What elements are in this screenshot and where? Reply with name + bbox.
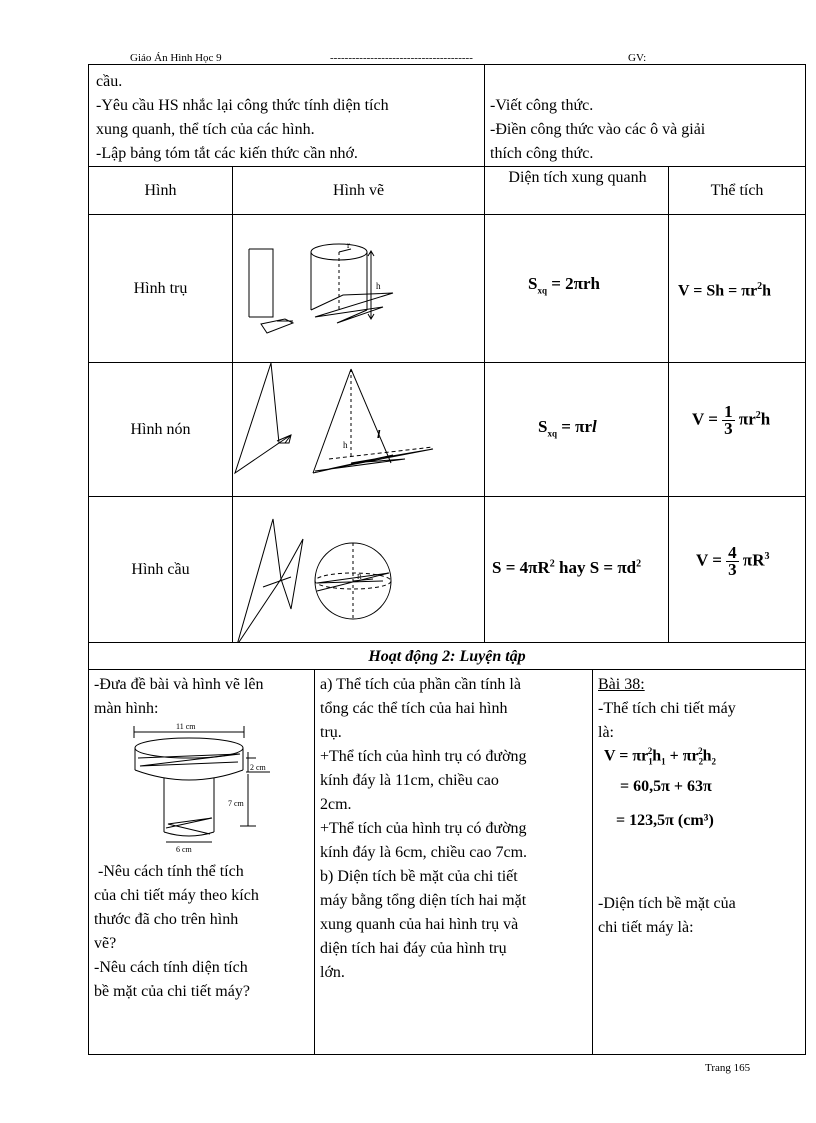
col1-top-line-2: màn hình: bbox=[94, 700, 159, 717]
col3-line-1: -Thể tích chi tiết máy bbox=[598, 700, 736, 717]
sphere-volume-formula: V = $\frac{4}{3}$ $\pi R^3$ bbox=[696, 543, 770, 579]
col1-bottom-line-6: bề mặt của chi tiết máy? bbox=[94, 983, 250, 1000]
col2-line-10: máy bằng tổng diện tích hai mặt bbox=[320, 892, 527, 909]
shape-figures bbox=[233, 215, 484, 642]
fig-label-bottom-width: 6 cm bbox=[176, 845, 192, 854]
activity-title: Hoạt động 2: Luyện tập bbox=[368, 648, 526, 665]
fig-label-bottom-height: 7 cm bbox=[228, 799, 244, 808]
exercise-title: Bài 38: bbox=[598, 676, 645, 693]
machine-part-figure bbox=[120, 718, 290, 858]
cylinder-label-r: r bbox=[347, 240, 350, 250]
cylinder-net-figure bbox=[249, 249, 293, 333]
col2-line-11: xung quanh của hai hình trụ và bbox=[320, 916, 519, 933]
col2-line-2: tổng các thể tích của hai hình bbox=[320, 700, 508, 717]
col2-line-5: kính đáy là 11cm, chiều cao bbox=[320, 772, 499, 789]
page-number: Trang 165 bbox=[705, 1062, 751, 1074]
col1-bottom-line-3: thước đã cho trên hình bbox=[94, 911, 239, 928]
col2-line-12: diện tích hai đáy của hình trụ bbox=[320, 940, 507, 957]
col2-line-3: trụ. bbox=[320, 724, 342, 741]
cylinder-area-formula: $S_{xq} = 2\pi rh$ bbox=[528, 274, 600, 296]
col3-bottom-line-1: -Diện tích bề mặt của bbox=[598, 895, 736, 912]
col1-bottom-line-5: -Nêu cách tính diện tích bbox=[94, 959, 248, 976]
col1-top-line-1: -Đưa đề bài và hình vẽ lên bbox=[94, 676, 264, 693]
header-teacher: GV: bbox=[628, 52, 647, 64]
header-shape: Hình bbox=[144, 182, 177, 199]
top-left-line-3: xung quanh, thể tích của các hình. bbox=[96, 121, 315, 138]
header-figure: Hình vẽ bbox=[332, 182, 385, 199]
top-right-line-1: -Viết công thức. bbox=[490, 97, 594, 114]
row-sphere-name: Hình cầu bbox=[131, 561, 190, 578]
cylinder-volume-formula: $V = Sh = \pi r^2h$ bbox=[678, 281, 772, 300]
sphere-area-formula: $S = 4\pi R^2$ hay $S = \pi d^2$ bbox=[492, 558, 642, 577]
col2-line-7: +Thể tích của hình trụ có đường bbox=[320, 820, 527, 837]
top-left-line-1: cầu. bbox=[96, 73, 123, 90]
cone-label-l: l bbox=[377, 427, 381, 441]
col2-line-9: b) Diện tích bề mặt của chi tiết bbox=[320, 868, 518, 885]
header-volume: Thể tích bbox=[710, 182, 764, 199]
fig-label-top-width: 11 cm bbox=[176, 722, 196, 731]
cone-volume-formula: V = $\frac{1}{3}$ $\pi r^2h$ bbox=[692, 402, 771, 438]
row-cone-name: Hình nón bbox=[130, 421, 191, 438]
cylinder-figure bbox=[311, 244, 393, 323]
col3-formula-1: $V = \pi r_1^2h_1 + \pi r_2^2h_2$ bbox=[604, 746, 717, 767]
header-dashes: --------------------------------------- bbox=[330, 52, 473, 64]
col2-line-4: +Thể tích của hình trụ có đường bbox=[320, 748, 527, 765]
col2-line-13: lớn. bbox=[320, 964, 345, 981]
top-right-line-3: thích công thức. bbox=[490, 145, 594, 162]
col1-bottom-line-1: -Nêu cách tính thể tích bbox=[94, 863, 244, 880]
header-subject: Giáo Án Hình Học 9 bbox=[130, 52, 222, 64]
sphere-label-r: R bbox=[357, 573, 362, 581]
col3-bottom-line-2: chi tiết máy là: bbox=[598, 919, 694, 936]
cone-label-h: h bbox=[343, 440, 348, 450]
cylinder-label-h: h bbox=[376, 281, 381, 291]
top-left-line-4: -Lập bảng tóm tắt các kiến thức cần nhớ. bbox=[96, 145, 358, 162]
header-lateral-area: Diện tích xung quanh bbox=[508, 169, 647, 186]
col2-line-1: a) Thể tích của phần cần tính là bbox=[320, 676, 521, 693]
cone-net-figure bbox=[235, 363, 291, 473]
cone-area-formula: $S_{xq} = \pi rl$ bbox=[538, 417, 597, 439]
sphere-figure bbox=[315, 543, 391, 619]
col1-bottom-line-4: vẽ? bbox=[94, 935, 117, 952]
sphere-net-figure bbox=[237, 519, 303, 642]
top-left-line-2: -Yêu cầu HS nhắc lại công thức tính diện tích bbox=[96, 97, 389, 114]
col2-line-6: 2cm. bbox=[320, 796, 352, 813]
col1-bottom-line-2: của chi tiết máy theo kích bbox=[94, 887, 259, 904]
row-cylinder-name: Hình trụ bbox=[133, 280, 188, 297]
col3-formula-2: = 60,5π + 63π bbox=[620, 778, 712, 795]
col3-formula-3: = 123,5π (cm³) bbox=[616, 812, 714, 829]
col2-line-8: kính đáy là 6cm, chiều cao 7cm. bbox=[320, 844, 528, 861]
cone-figure bbox=[313, 369, 433, 473]
col3-line-2: là: bbox=[598, 724, 614, 741]
top-right-line-2: -Điền công thức vào các ô và giải bbox=[490, 121, 706, 138]
fig-label-top-height: 2 cm bbox=[250, 763, 266, 772]
